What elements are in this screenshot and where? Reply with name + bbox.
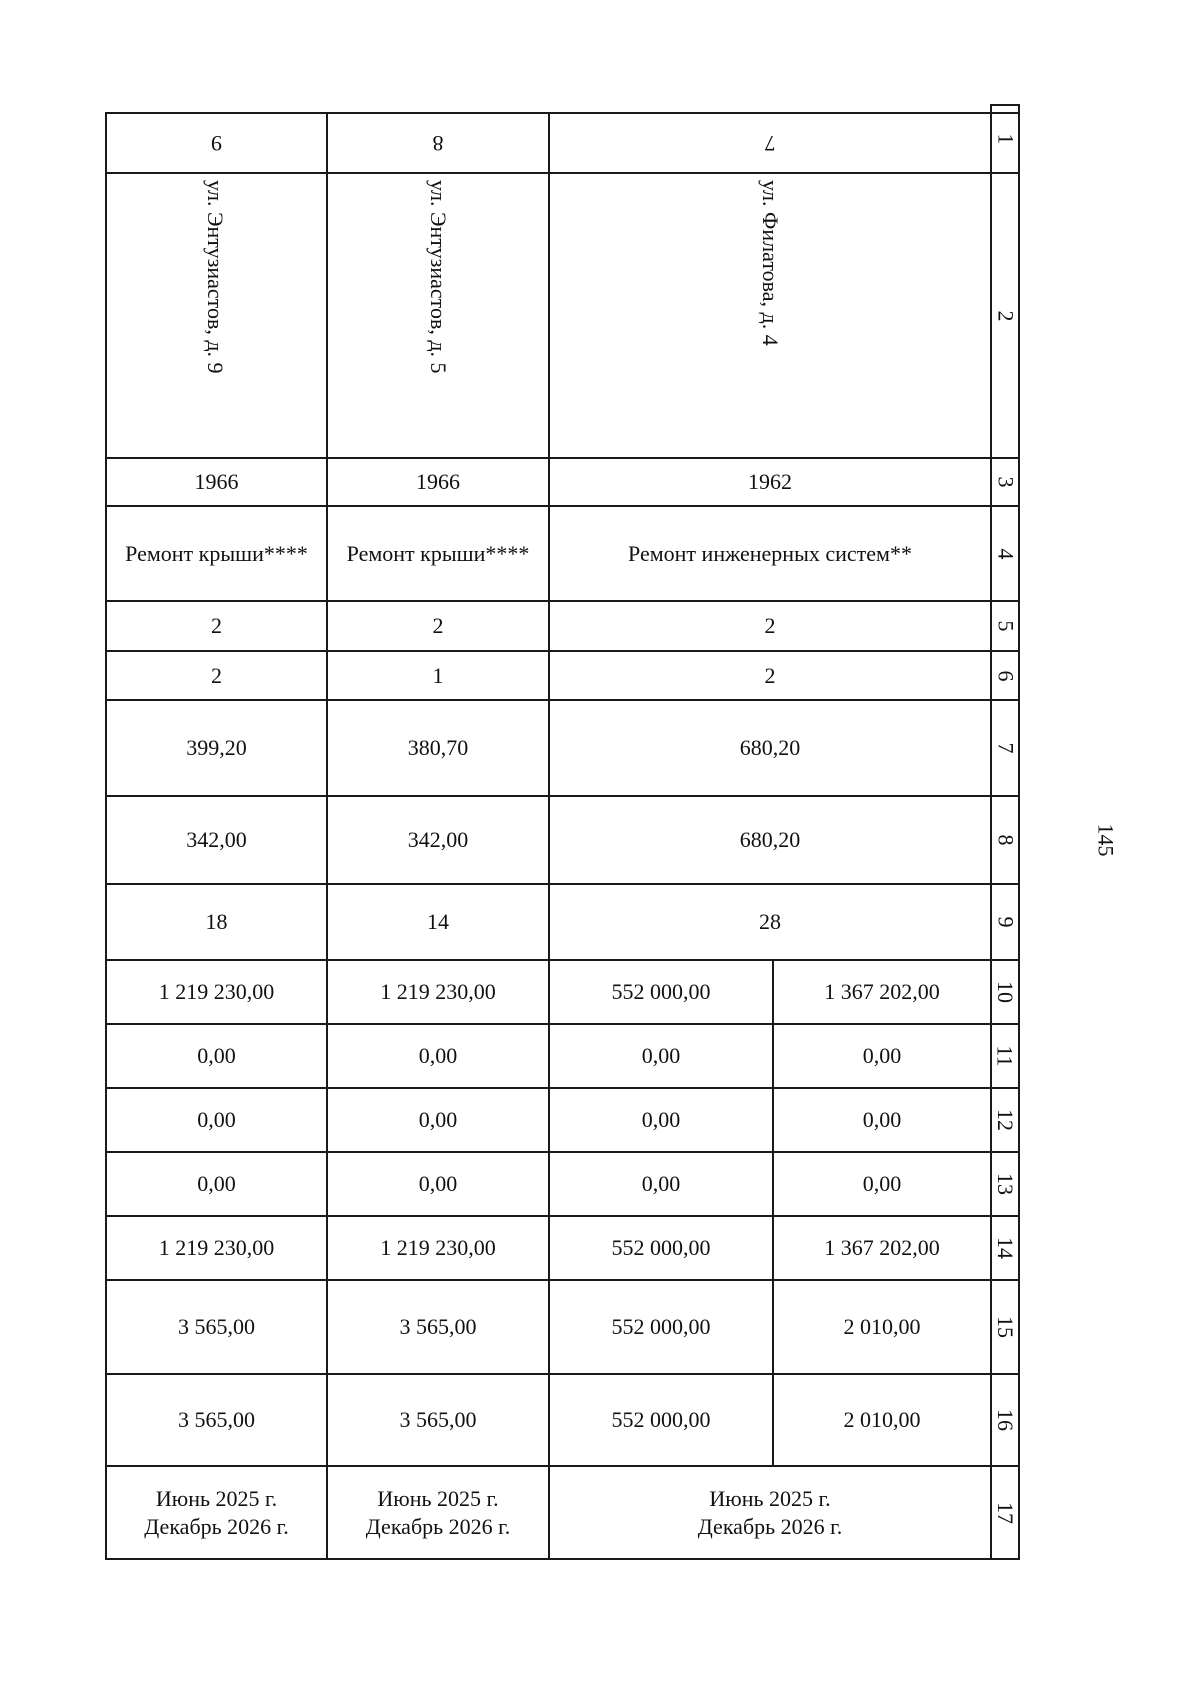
- cell-r12: 0,00: [862, 1107, 902, 1133]
- cell-r5: 2: [764, 613, 776, 639]
- row-number: 13: [993, 1173, 1018, 1195]
- cell-r9: 18: [205, 909, 228, 935]
- row-number: 16: [993, 1409, 1018, 1431]
- cell-r8: 342,00: [407, 827, 469, 853]
- period-cell: [107, 1467, 326, 1558]
- cell-r6: 2: [764, 662, 776, 688]
- cell-r14: 1 219 230,00: [380, 1235, 496, 1261]
- cell-r10: 1 219 230,00: [380, 979, 496, 1005]
- cell-r15: 3 565,00: [178, 1314, 255, 1340]
- table-border-right: [1018, 104, 1020, 1560]
- cell-r11: 0,00: [641, 1043, 681, 1069]
- row-number: 4: [993, 548, 1018, 559]
- work-type: Ремонт крыши****: [125, 540, 308, 566]
- cell-r6: 2: [211, 662, 222, 688]
- cell-r13: 0,00: [641, 1171, 681, 1197]
- address-label: ул. Энтузиастов, д. 5: [426, 180, 451, 374]
- cell-r8: 342,00: [186, 827, 247, 853]
- row-number: 2: [993, 310, 1018, 321]
- cell-r16: 3 565,00: [178, 1407, 255, 1433]
- period-start: Июнь 2025 г.: [709, 1486, 831, 1511]
- page-number: 145: [1093, 823, 1118, 857]
- cell-r5: 2: [211, 613, 222, 639]
- work-type: Ремонт инженерных систем**: [628, 540, 912, 566]
- cell-r9: 14: [427, 909, 449, 935]
- column-number: 9: [211, 130, 222, 156]
- cell-r11: 0,00: [418, 1043, 458, 1069]
- cell-r7: 680,20: [739, 735, 801, 761]
- row-number: 3: [993, 476, 1018, 488]
- period-cell: [328, 1467, 548, 1558]
- column-number: 8: [432, 130, 444, 156]
- cell-r11: 0,00: [197, 1043, 236, 1069]
- cell-r5: 2: [432, 613, 444, 639]
- cell-r16: 2 010,00: [843, 1407, 921, 1433]
- cell-r6: 1: [432, 662, 444, 688]
- cell-r9: 28: [759, 909, 781, 935]
- cell-r13: 0,00: [418, 1171, 458, 1197]
- cell-r7: 380,70: [407, 735, 469, 761]
- row-number: 1: [993, 133, 1018, 145]
- cell-r12: 0,00: [197, 1107, 236, 1133]
- row-number: 10: [993, 981, 1018, 1003]
- address-label: ул. Филатова, д. 4: [758, 180, 783, 346]
- period-end: Декабрь 2026 г.: [144, 1513, 289, 1539]
- row-number: 11: [993, 1045, 1018, 1067]
- cell-r16: 3 565,00: [399, 1407, 477, 1433]
- cell-r12: 0,00: [418, 1107, 458, 1133]
- cell-r15: 552 000,00: [611, 1314, 711, 1340]
- period-start: Июнь 2025 г.: [155, 1486, 278, 1511]
- cell-r7: 399,20: [186, 735, 247, 761]
- table-border-bottom: [105, 1558, 1020, 1560]
- cell-r12: 0,00: [641, 1107, 681, 1133]
- row-number: 9: [993, 916, 1018, 928]
- cell-r8: 680,20: [739, 827, 801, 853]
- cell-r14: 1 367 202,00: [824, 1235, 940, 1261]
- row-number: 17: [993, 1501, 1018, 1524]
- cell-r15: 2 010,00: [843, 1314, 921, 1340]
- work-type: Ремонт крыши****: [346, 540, 530, 566]
- build-year: 1962: [748, 469, 792, 495]
- cell-r13: 0,00: [862, 1171, 902, 1197]
- row-number: 5: [993, 620, 1018, 632]
- cell-r14: 552 000,00: [611, 1235, 711, 1261]
- row-line: [105, 172, 1020, 174]
- row-number: 15: [993, 1316, 1018, 1338]
- row-number: 6: [993, 670, 1018, 681]
- build-year: 1966: [416, 469, 460, 495]
- cell-r16: 552 000,00: [611, 1407, 711, 1433]
- cell-r10: 1 367 202,00: [824, 979, 940, 1005]
- address-label: ул. Энтузиастов, д. 9: [203, 180, 228, 374]
- period-end: Декабрь 2026 г.: [365, 1513, 511, 1539]
- period-start: Июнь 2025 г.: [377, 1486, 499, 1511]
- cell-r14: 1 219 230,00: [158, 1235, 275, 1261]
- build-year: 1966: [194, 469, 239, 495]
- cell-r10: 1 219 230,00: [158, 979, 275, 1005]
- column-number: 7: [764, 130, 776, 156]
- cell-r10: 552 000,00: [611, 979, 711, 1005]
- period-end: Декабрь 2026 г.: [697, 1513, 843, 1539]
- cell-r11: 0,00: [862, 1043, 902, 1069]
- cell-r13: 0,00: [197, 1171, 236, 1197]
- row-number: 7: [993, 742, 1018, 754]
- period-cell: [550, 1467, 990, 1558]
- row-number: 14: [993, 1237, 1018, 1259]
- cell-r15: 3 565,00: [399, 1314, 477, 1340]
- row-number: 12: [993, 1109, 1018, 1131]
- row-number: 8: [993, 834, 1018, 846]
